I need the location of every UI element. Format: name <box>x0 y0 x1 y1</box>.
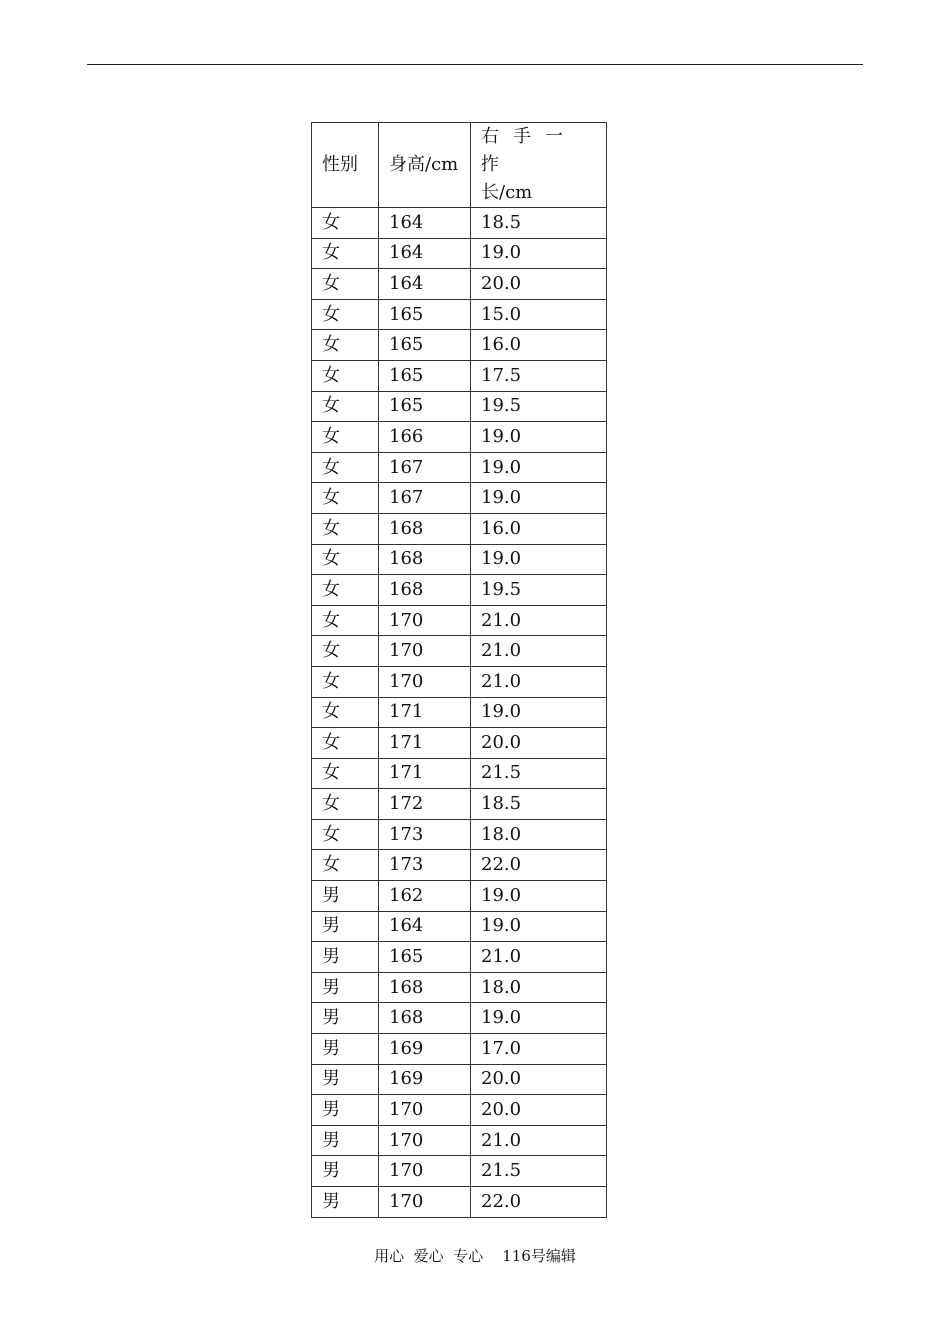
table-row <box>312 269 607 300</box>
cell-height: 170 <box>379 605 471 636</box>
cell-hand-span: 16.0 <box>471 330 607 361</box>
table-row <box>312 1003 607 1034</box>
cell-hand-span: 17.5 <box>471 360 607 391</box>
page-footer: 用心 爱心 专心 116号编辑 <box>374 1247 576 1265</box>
cell-height: 165 <box>379 360 471 391</box>
cell-gender: 女 <box>312 360 379 391</box>
cell-gender: 男 <box>312 911 379 942</box>
table-row <box>312 299 607 330</box>
cell-hand-span: 19.0 <box>471 452 607 483</box>
table-row <box>312 483 607 514</box>
header-height: 身高/cm <box>379 123 471 208</box>
cell-height: 168 <box>379 544 471 575</box>
height-span-table <box>311 122 607 1218</box>
cell-height: 171 <box>379 728 471 759</box>
cell-height: 170 <box>379 1187 471 1218</box>
cell-gender: 男 <box>312 1095 379 1126</box>
table-row <box>312 422 607 453</box>
cell-gender: 男 <box>312 1064 379 1095</box>
table-row <box>312 911 607 942</box>
cell-height: 162 <box>379 881 471 912</box>
cell-gender: 女 <box>312 330 379 361</box>
table-row <box>312 452 607 483</box>
cell-height: 169 <box>379 1064 471 1095</box>
cell-height: 169 <box>379 1034 471 1065</box>
cell-hand-span: 18.0 <box>471 819 607 850</box>
cell-height: 164 <box>379 269 471 300</box>
cell-height: 164 <box>379 208 471 239</box>
cell-hand-span: 16.0 <box>471 513 607 544</box>
cell-gender: 女 <box>312 758 379 789</box>
cell-height: 170 <box>379 1125 471 1156</box>
cell-hand-span: 21.5 <box>471 1156 607 1187</box>
cell-height: 170 <box>379 1156 471 1187</box>
table-row <box>312 881 607 912</box>
cell-height: 165 <box>379 330 471 361</box>
header-hand-span-line2: 长/cm <box>481 182 533 203</box>
cell-height: 168 <box>379 513 471 544</box>
table-row <box>312 942 607 973</box>
header-hand-span <box>471 123 607 208</box>
cell-hand-span: 19.0 <box>471 238 607 269</box>
header-rule <box>87 64 863 65</box>
cell-gender: 女 <box>312 605 379 636</box>
cell-height: 168 <box>379 972 471 1003</box>
cell-gender: 男 <box>312 942 379 973</box>
cell-height: 173 <box>379 819 471 850</box>
cell-height: 170 <box>379 636 471 667</box>
table-row <box>312 789 607 820</box>
cell-gender: 女 <box>312 728 379 759</box>
table-header-row <box>312 123 607 208</box>
table-row <box>312 1095 607 1126</box>
cell-gender: 女 <box>312 575 379 606</box>
cell-hand-span: 20.0 <box>471 1095 607 1126</box>
table-row <box>312 1187 607 1218</box>
table-row <box>312 360 607 391</box>
table-row <box>312 728 607 759</box>
cell-gender: 男 <box>312 1003 379 1034</box>
table-row <box>312 636 607 667</box>
cell-hand-span: 21.0 <box>471 605 607 636</box>
cell-hand-span: 21.0 <box>471 942 607 973</box>
cell-hand-span: 15.0 <box>471 299 607 330</box>
cell-gender: 女 <box>312 452 379 483</box>
cell-gender: 女 <box>312 697 379 728</box>
table-row <box>312 972 607 1003</box>
cell-gender: 男 <box>312 1187 379 1218</box>
cell-gender: 女 <box>312 819 379 850</box>
table-row <box>312 1156 607 1187</box>
cell-height: 167 <box>379 452 471 483</box>
cell-height: 164 <box>379 238 471 269</box>
header-hand-span-line1: 右手一拃 <box>481 126 577 175</box>
cell-height: 168 <box>379 1003 471 1034</box>
cell-height: 170 <box>379 666 471 697</box>
table-row <box>312 330 607 361</box>
table-row <box>312 605 607 636</box>
table-row <box>312 1064 607 1095</box>
cell-hand-span: 22.0 <box>471 1187 607 1218</box>
cell-gender: 男 <box>312 1156 379 1187</box>
table-row <box>312 1034 607 1065</box>
table-row <box>312 819 607 850</box>
cell-hand-span: 20.0 <box>471 728 607 759</box>
table-row <box>312 575 607 606</box>
cell-gender: 女 <box>312 850 379 881</box>
table-row <box>312 1125 607 1156</box>
cell-height: 167 <box>379 483 471 514</box>
cell-height: 173 <box>379 850 471 881</box>
cell-hand-span: 19.0 <box>471 697 607 728</box>
cell-gender: 女 <box>312 513 379 544</box>
cell-hand-span: 21.0 <box>471 1125 607 1156</box>
table-row <box>312 850 607 881</box>
cell-hand-span: 19.0 <box>471 1003 607 1034</box>
cell-gender: 女 <box>312 238 379 269</box>
table-row <box>312 208 607 239</box>
table-row <box>312 513 607 544</box>
table-body <box>312 123 607 1218</box>
cell-height: 171 <box>379 758 471 789</box>
cell-hand-span: 19.0 <box>471 422 607 453</box>
cell-hand-span: 20.0 <box>471 269 607 300</box>
cell-hand-span: 19.0 <box>471 483 607 514</box>
cell-hand-span: 19.0 <box>471 544 607 575</box>
header-gender: 性别 <box>312 123 379 208</box>
cell-hand-span: 18.5 <box>471 789 607 820</box>
cell-gender: 男 <box>312 1125 379 1156</box>
cell-height: 172 <box>379 789 471 820</box>
cell-hand-span: 21.0 <box>471 636 607 667</box>
cell-height: 168 <box>379 575 471 606</box>
table-row <box>312 544 607 575</box>
cell-height: 171 <box>379 697 471 728</box>
cell-gender: 女 <box>312 483 379 514</box>
table-row <box>312 758 607 789</box>
table-row <box>312 697 607 728</box>
cell-gender: 女 <box>312 391 379 422</box>
cell-gender: 女 <box>312 269 379 300</box>
cell-hand-span: 19.5 <box>471 391 607 422</box>
cell-hand-span: 20.0 <box>471 1064 607 1095</box>
cell-hand-span: 18.0 <box>471 972 607 1003</box>
cell-gender: 男 <box>312 1034 379 1065</box>
cell-height: 165 <box>379 299 471 330</box>
cell-hand-span: 19.5 <box>471 575 607 606</box>
cell-hand-span: 21.5 <box>471 758 607 789</box>
cell-height: 170 <box>379 1095 471 1126</box>
cell-hand-span: 19.0 <box>471 881 607 912</box>
cell-height: 164 <box>379 911 471 942</box>
cell-hand-span: 18.5 <box>471 208 607 239</box>
cell-hand-span: 17.0 <box>471 1034 607 1065</box>
cell-gender: 女 <box>312 789 379 820</box>
cell-gender: 女 <box>312 666 379 697</box>
cell-gender: 男 <box>312 972 379 1003</box>
table-row <box>312 391 607 422</box>
cell-height: 166 <box>379 422 471 453</box>
table-row <box>312 666 607 697</box>
cell-hand-span: 22.0 <box>471 850 607 881</box>
cell-height: 165 <box>379 391 471 422</box>
cell-hand-span: 19.0 <box>471 911 607 942</box>
cell-hand-span: 21.0 <box>471 666 607 697</box>
cell-gender: 男 <box>312 881 379 912</box>
cell-gender: 女 <box>312 544 379 575</box>
cell-gender: 女 <box>312 636 379 667</box>
cell-height: 165 <box>379 942 471 973</box>
table-row <box>312 238 607 269</box>
cell-gender: 女 <box>312 208 379 239</box>
cell-gender: 女 <box>312 299 379 330</box>
cell-gender: 女 <box>312 422 379 453</box>
